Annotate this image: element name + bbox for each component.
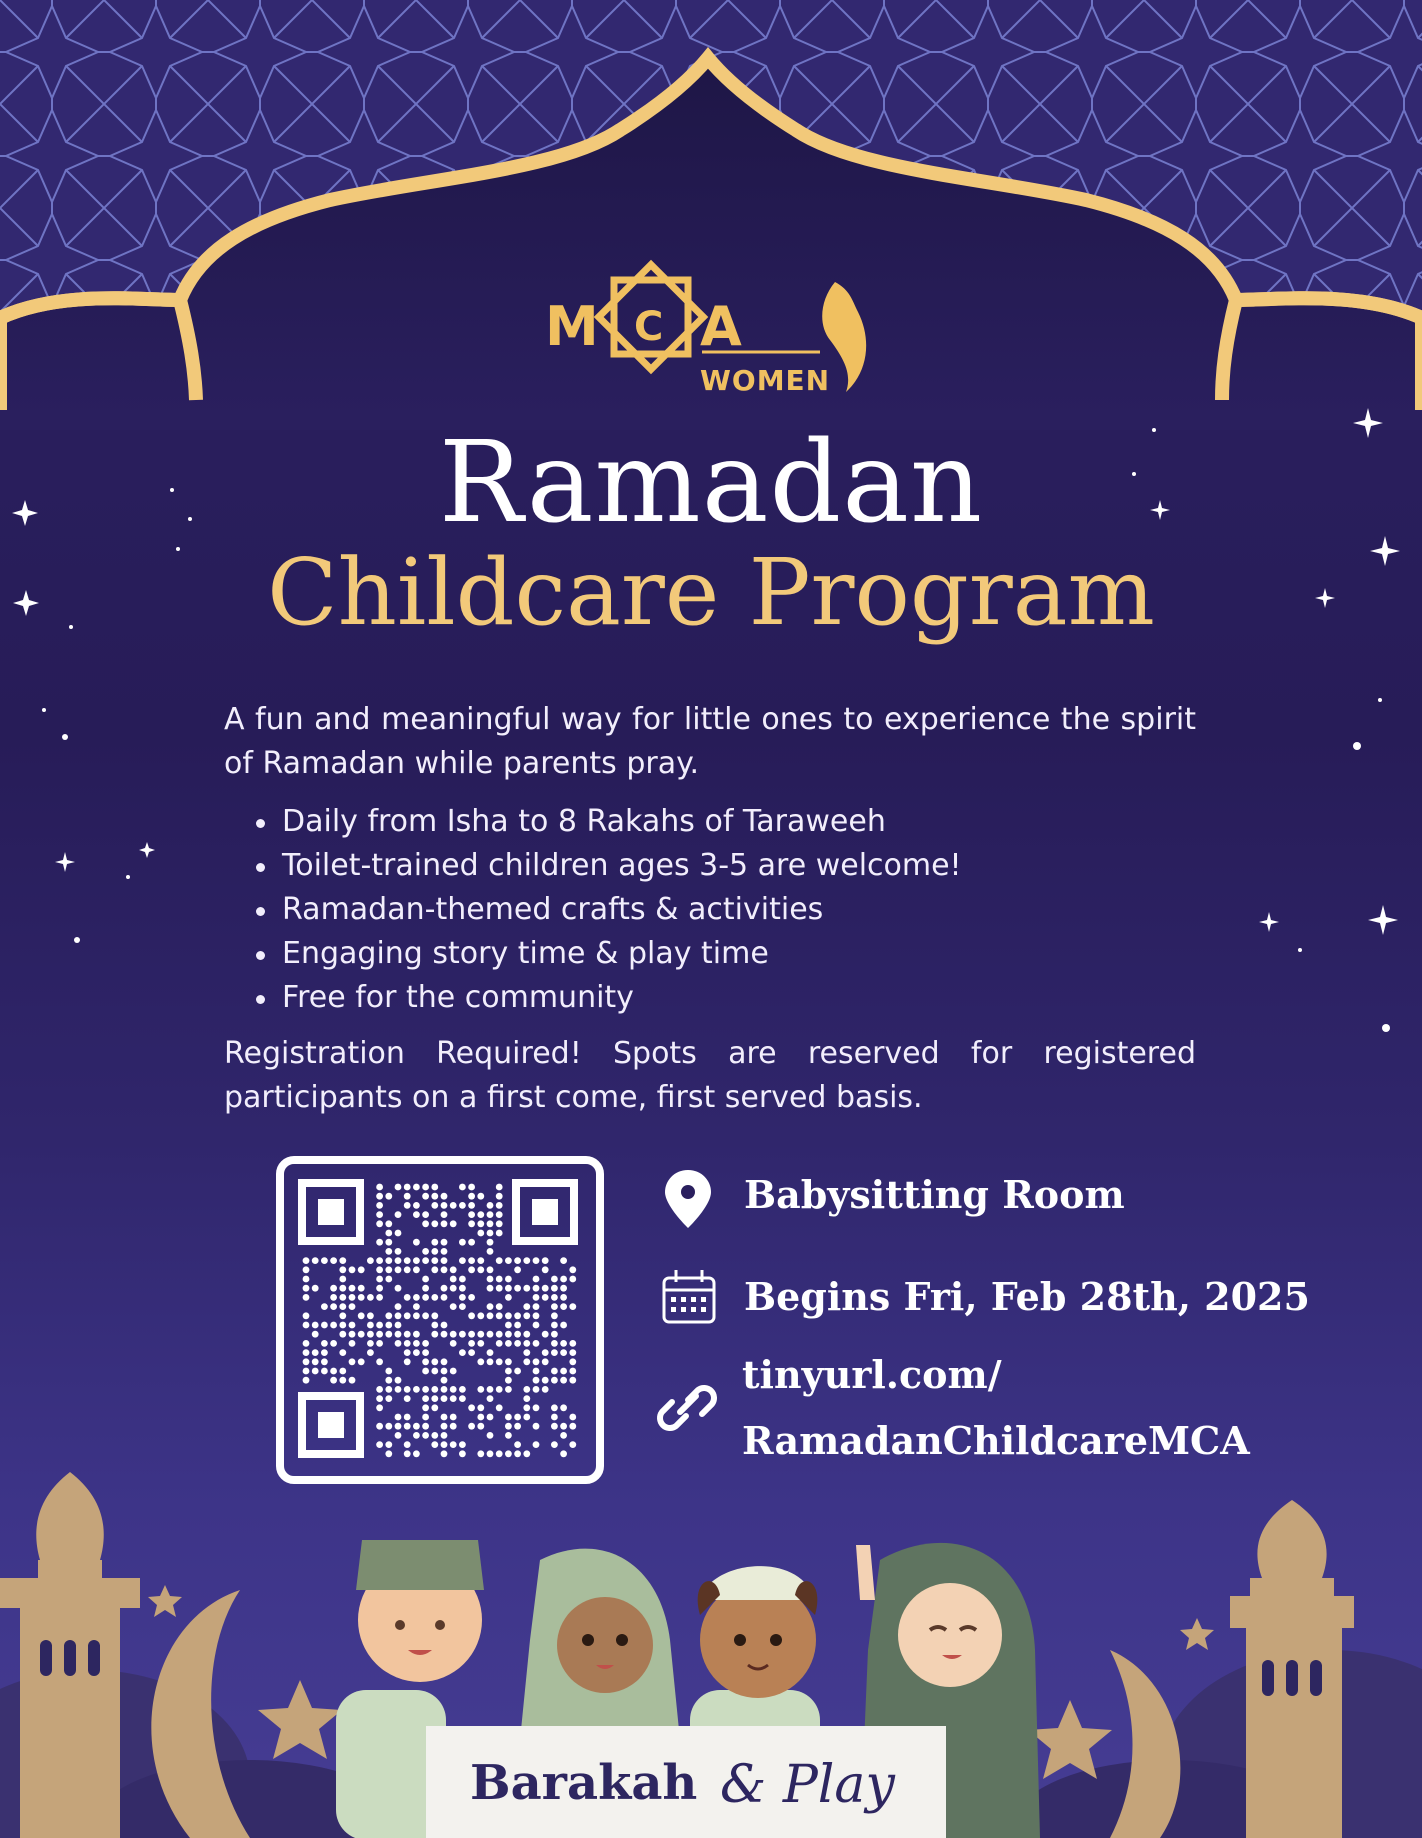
title-ramadan: Ramadan [438,418,984,548]
list-item: Free for the community [250,976,1150,1020]
link-icon [660,1388,714,1428]
star-icon [258,1680,342,1759]
svg-text:C: C [634,304,664,350]
location-pin-icon [665,1170,711,1228]
qr-code[interactable] [276,1156,604,1484]
banner-word-play: & Play [720,1755,895,1815]
svg-text:A: A [700,295,742,358]
date-text: Begins Fri, Feb 28th, 2025 [744,1274,1310,1319]
registration-link-path[interactable]: RamadanChildcareMCA [742,1418,1250,1463]
title-childcare-program: Childcare Program [267,539,1155,646]
location-text: Babysitting Room [744,1172,1125,1217]
logo-subtitle: WOMEN [700,364,831,397]
registration-note: Registration Required! Spots are reserved for registered participants on a first come, first served basis. [224,1036,1196,1115]
list-item: Toilet-trained children ages 3-5 are welcome! [250,844,1150,888]
banner-word-barakah: Barakah [470,1755,698,1811]
intro-paragraph: A fun and meaningful way for little ones to experience the spirit of Ramadan while parents pray. [224,702,1196,781]
list-item: Engaging story time & play time [250,932,1150,976]
star-icon [1028,1700,1112,1779]
svg-text:M: M [545,295,599,358]
feature-list [250,800,1150,1020]
calendar-icon [664,1270,714,1322]
list-item: Ramadan-themed crafts & activities [250,888,1150,932]
list-item: Daily from Isha to 8 Rakahs of Taraweeh [250,800,1150,844]
registration-link[interactable]: tinyurl.com/ [742,1352,1002,1397]
